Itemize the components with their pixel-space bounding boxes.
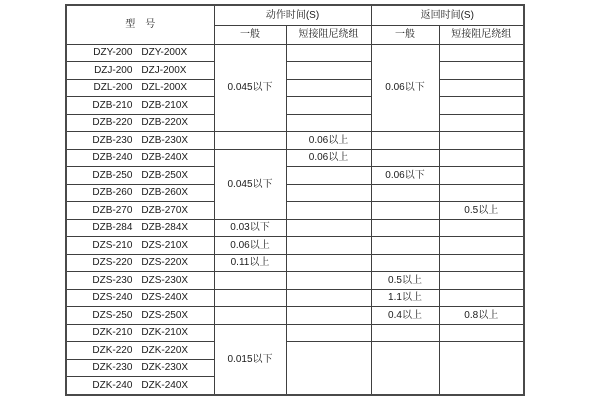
cell-action-damped [286,62,371,80]
table-row [66,254,524,272]
cell-return-general: 0.5以上 [371,272,439,290]
table-row [66,289,524,307]
model-name-x: DZL-200X [141,82,187,94]
cell-action-general: 0.045以下 [214,149,286,219]
cell-return-general: 0.06以下 [371,167,439,185]
cell-return-damped [439,44,524,62]
table-row [66,219,524,237]
model-name: DZB-210 [92,99,133,111]
cell-return-general: 0.4以上 [371,307,439,325]
model-name: DZB-260 [92,187,133,199]
model-cell [66,254,214,272]
table-row [66,307,524,325]
cell-action-damped [286,342,371,396]
model-name: DZS-220 [92,257,133,269]
model-name: DZK-240 [92,380,133,391]
table-row [66,272,524,290]
cell-return-damped: 0.5以上 [439,202,524,220]
model-name: DZK-220 [92,344,133,356]
model-name: DZB-230 [92,134,133,146]
cell-return-general [371,254,439,272]
cell-return-damped [439,254,524,272]
cell-action-damped [286,184,371,202]
model-name: DZJ-200 [94,64,133,76]
model-name-x: DZJ-200X [141,64,187,76]
model-name-x: DZB-250X [141,169,189,181]
model-name: DZS-240 [92,292,133,304]
cell-return-damped: 0.8以上 [439,307,524,325]
model-name: DZK-210 [92,327,133,339]
model-cell [66,202,214,220]
model-name: DZB-270 [92,204,133,216]
cell-return-damped [439,289,524,307]
model-cell [66,289,214,307]
cell-action-damped [286,79,371,97]
model-cell [66,324,214,342]
table-row [66,149,524,167]
spec-table [65,4,525,396]
cell-return-damped [439,219,524,237]
model-cell [66,359,214,377]
model-name: DZB-250 [92,169,133,181]
table-row [66,237,524,255]
cell-action-general: 0.03以下 [214,219,286,237]
cell-action-damped [286,237,371,255]
cell-return-damped [439,114,524,132]
cell-return-general [371,237,439,255]
model-name: DZB-240 [92,152,133,164]
cell-return-damped [439,167,524,185]
cell-action-damped [286,272,371,290]
model-name-x: DZY-200X [141,47,188,59]
cell-action-damped [286,219,371,237]
model-name: DZL-200 [93,82,133,94]
cell-action-general: 0.015以下 [214,324,286,395]
model-name: DZK-230 [92,362,133,374]
model-name-x: DZS-210X [141,239,189,251]
model-name-x: DZS-250X [141,309,189,321]
model-cell [66,184,214,202]
cell-action-general: 0.045以下 [214,44,286,132]
cell-return-damped [439,132,524,150]
cell-action-damped: 0.06以上 [286,132,371,150]
model-name-x: DZK-220X [141,344,189,356]
model-name: DZS-210 [92,239,133,251]
cell-action-general [214,132,286,150]
cell-return-damped [439,79,524,97]
model-cell [66,44,214,62]
model-name: DZS-230 [92,274,133,286]
header-model: 型 号 [66,5,214,44]
table-row [66,324,524,342]
cell-return-damped [439,62,524,80]
header-action-general: 一般 [214,25,286,44]
table-row [66,184,524,202]
cell-action-damped [286,254,371,272]
model-cell [66,167,214,185]
cell-return-damped [439,272,524,290]
table-row [66,114,524,132]
cell-action-damped [286,97,371,115]
table-row [66,97,524,115]
header-action-damped: 短接阻尼绕组 [286,25,371,44]
cell-action-damped [286,114,371,132]
cell-return-damped [439,149,524,167]
model-name-x: DZB-230X [141,134,189,146]
cell-return-general: 0.06以下 [371,44,439,132]
cell-action-damped [286,289,371,307]
cell-return-damped [439,237,524,255]
cell-return-general [371,202,439,220]
table-row [66,79,524,97]
header-return-general: 一般 [371,25,439,44]
cell-return-general [371,342,439,396]
model-name-x: DZB-284X [141,222,189,234]
cell-action-damped [286,44,371,62]
model-name-x: DZS-240X [141,292,189,304]
model-name-x: DZB-210X [141,99,189,111]
table-row [66,167,524,185]
model-name-x: DZK-240X [141,380,189,391]
model-cell [66,97,214,115]
cell-action-general [214,307,286,325]
cell-return-damped [439,97,524,115]
model-name-x: DZB-220X [141,117,189,129]
cell-return-general [371,219,439,237]
model-cell [66,307,214,325]
table-row [66,62,524,80]
table-row [66,132,524,150]
model-cell [66,377,214,396]
model-cell [66,79,214,97]
model-cell [66,237,214,255]
model-name-x: DZS-230X [141,274,189,286]
cell-action-general [214,272,286,290]
model-name-x: DZB-260X [141,187,189,199]
model-name: DZS-250 [92,309,133,321]
cell-return-damped [439,324,524,342]
cell-return-general [371,324,439,342]
table-row [66,342,524,360]
model-cell [66,219,214,237]
model-name-x: DZB-270X [141,204,189,216]
cell-action-damped [286,167,371,185]
cell-action-general [214,289,286,307]
cell-action-general: 0.11以上 [214,254,286,272]
header-return-time: 返回时间(S) [371,5,524,25]
header-return-damped: 短接阻尼绕组 [439,25,524,44]
model-name: DZB-220 [92,117,133,129]
table-row [66,202,524,220]
model-cell [66,342,214,360]
cell-return-general [371,184,439,202]
cell-return-general [371,132,439,150]
model-name: DZY-200 [93,47,133,59]
table-row [66,44,524,62]
cell-return-damped [439,184,524,202]
model-cell [66,132,214,150]
cell-return-general [371,149,439,167]
header-action-time: 动作时间(S) [214,5,371,25]
model-name-x: DZB-240X [141,152,189,164]
cell-action-damped [286,202,371,220]
cell-return-damped [439,342,524,396]
cell-action-damped: 0.06以上 [286,149,371,167]
model-cell [66,114,214,132]
cell-action-damped [286,324,371,342]
cell-return-general: 1.1以上 [371,289,439,307]
model-name: DZB-284 [92,222,133,234]
cell-action-damped [286,307,371,325]
cell-action-general: 0.06以上 [214,237,286,255]
model-name-x: DZK-210X [141,327,189,339]
model-name-x: DZS-220X [141,257,189,269]
model-cell [66,149,214,167]
model-name-x: DZK-230X [141,362,189,374]
model-cell [66,62,214,80]
model-cell [66,272,214,290]
